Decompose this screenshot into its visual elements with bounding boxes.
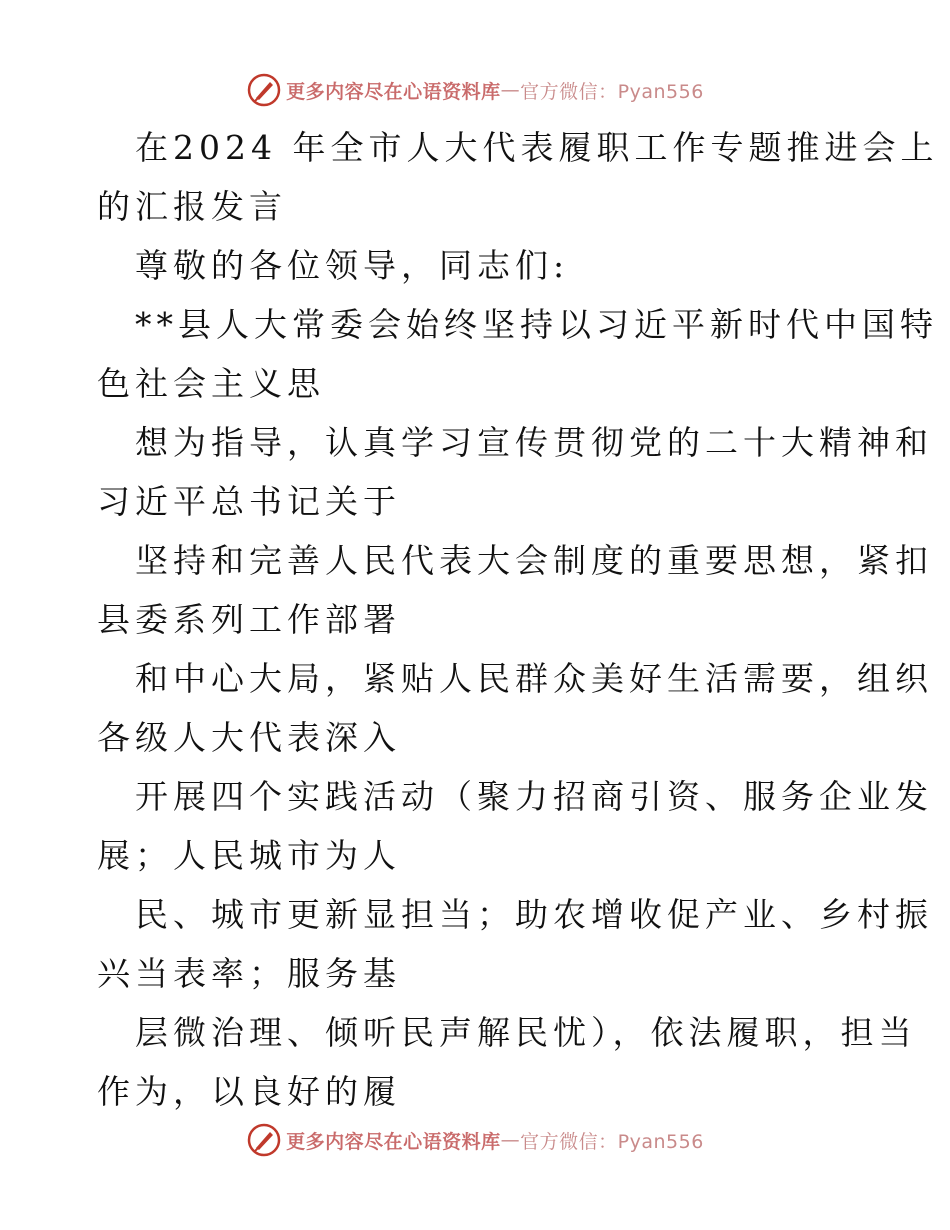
text-line: 坚持和完善人民代表大会制度的重要思想，紧扣 (135, 541, 933, 580)
text-line: 的汇报发言 (97, 187, 287, 226)
text-line: 色社会主义思 (97, 364, 325, 403)
text-line: 各级人大代表深入 (97, 718, 401, 757)
header-watermark (0, 70, 950, 110)
watermark-wechat-text: 官方微信：Pyan556 (520, 80, 704, 103)
watermark-wechat-text: 官方微信：Pyan556 (520, 1130, 704, 1153)
text-line: 县委系列工作部署 (97, 600, 401, 639)
watermark-main-text: 更多内容尽在心语资料库 (286, 80, 501, 103)
text-line: 和中心大局，紧贴人民群众美好生活需要，组织 (135, 659, 933, 698)
text-line: 尊敬的各位领导，同志们: (135, 246, 570, 285)
text-line: 开展四个实践活动（聚力招商引资、服务企业发 (135, 777, 933, 816)
document-body (97, 118, 939, 1121)
watermark-separator: — (500, 1129, 521, 1151)
text-line: 想为指导，认真学习宣传贯彻党的二十大精神和 (135, 423, 933, 462)
watermark-main-text: 更多内容尽在心语资料库 (286, 1130, 501, 1153)
text-line: 兴当表率；服务基 (97, 954, 401, 993)
text-line: 民、城市更新显担当；助农增收促产业、乡村振 (135, 895, 933, 934)
watermark-separator: — (500, 79, 521, 101)
footer-watermark (0, 1120, 950, 1160)
quill-logo-icon (246, 1122, 282, 1158)
quill-logo-icon (246, 72, 282, 108)
text-line: 习近平总书记关于 (97, 482, 401, 521)
text-line: 作为，以良好的履 (97, 1072, 401, 1111)
text-line: 在2024 年全市人大代表履职工作专题推进会上 (135, 128, 939, 167)
text-line: 展；人民城市为人 (97, 836, 401, 875)
text-line: **县人大常委会始终坚持以习近平新时代中国特 (135, 305, 938, 344)
text-line: 层微治理、倾听民声解民忧），依法履职，担当 (135, 1013, 917, 1052)
